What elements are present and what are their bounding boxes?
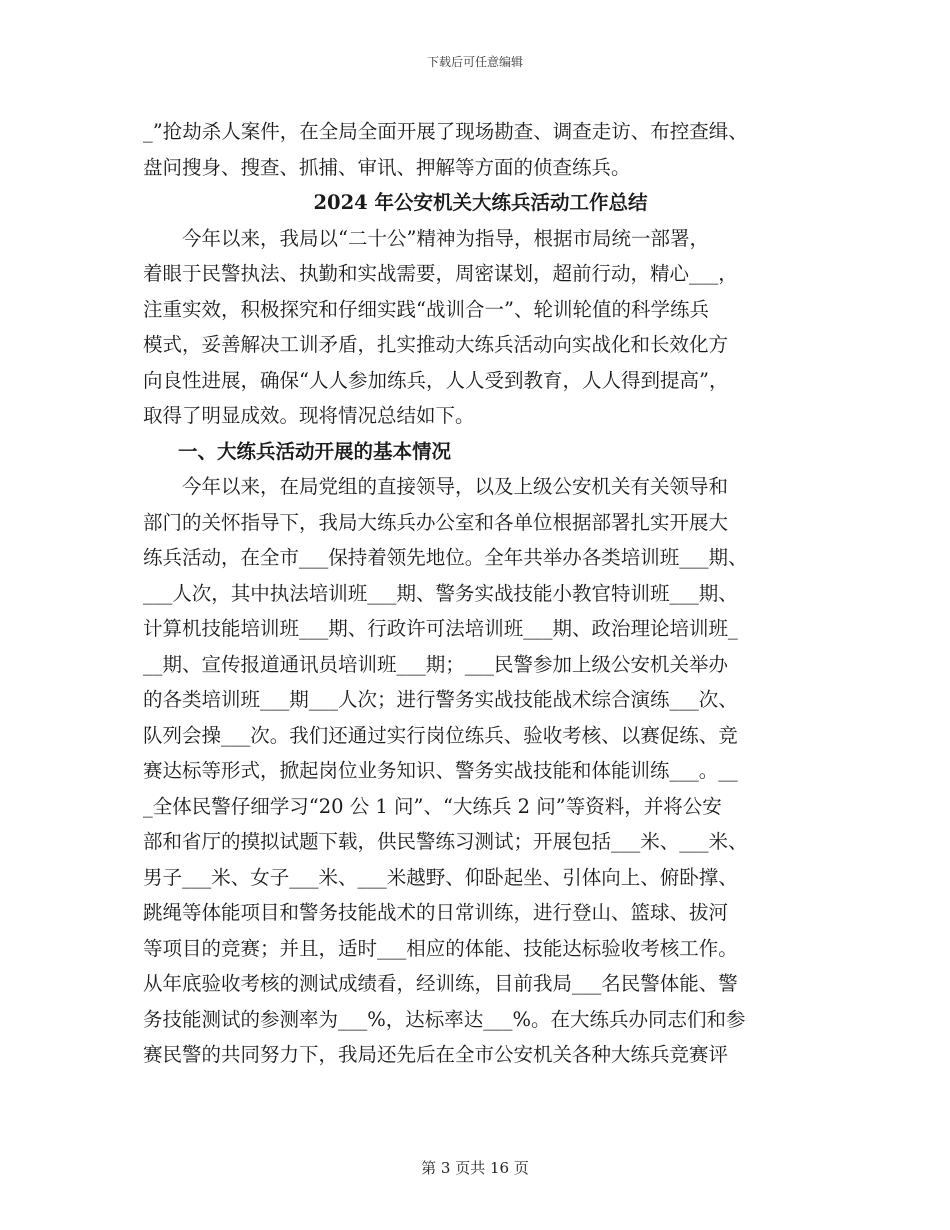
body-line: _”抢劫杀人案件，在全局全面开展了现场勘查、调查走访、布控查缉、	[143, 120, 748, 143]
body-line: 计算机技能培训班___期、行政许可法培训班___期、政治理论培训班_	[143, 617, 738, 640]
body-line: 向良性进展，确保“人人参加练兵，人人受到教育，人人得到提高”，	[143, 368, 729, 392]
body-line: 等项目的竞赛；并且，适时___相应的体能、技能达标验收考核工作。	[143, 936, 738, 960]
document-body	[143, 114, 818, 1073]
page-header: 下载后可任意编辑	[426, 55, 523, 69]
body-line: 男子___米、女子___米、___米越野、仰卧起坐、引体向上、俯卧撑、	[143, 865, 738, 889]
body-line: 赛达标等形式，掀起岗位业务知识、警务实战技能和体能训练___。__	[143, 759, 738, 782]
body-line: 赛民警的共同努力下，我局还先后在全市公安机关各种大练兵竞赛评	[143, 1043, 729, 1066]
page-footer: 第 3 页共 16 页	[421, 1159, 529, 1177]
body-line: _全体民警仔细学习“20 公 1 问”、“大练兵 2 问”等资料，并将公安	[143, 794, 722, 818]
body-line: 着眼于民警执法、执勤和实战需要，周密谋划，超前行动，精心___，	[143, 262, 738, 285]
body-line: 部门的关怀指导下，我局大练兵办公室和各单位根据部署扎实开展大	[143, 510, 729, 534]
body-line: 务技能测试的参测率为___%，达标率达___%。在大练兵办同志们和参	[143, 1007, 746, 1031]
body-line: 部和省厅的摸拟试题下载，供民警练习测试；开展包括___米、___米、	[143, 830, 748, 853]
body-line: 跳绳等体能项目和警务技能战术的日常训练，进行登山、篮球、拔河	[143, 901, 729, 924]
body-line: 取得了明显成效。现将情况总结如下。	[143, 404, 475, 427]
body-line: 队列会操___次。我们还通过实行岗位练兵、验收考核、以赛促练、竞	[143, 723, 738, 747]
body-line: 今年以来，我局以“二十公”精神为指导，根据市局统一部署，	[182, 226, 709, 250]
body-line: 练兵活动，在全市___保持着领先地位。全年共举办各类培训班___期、	[143, 546, 748, 569]
body-line: ___人次，其中执法培训班___期、警务实战技能小教官特训班___期、	[143, 581, 738, 605]
document-title: 2024 年公安机关大练兵活动工作总结	[313, 191, 648, 214]
body-line: __期、宣传报道通讯员培训班___期；___民警参加上级公安机关举办	[143, 652, 729, 676]
body-line: 注重实效，积极探究和仔细实践“战训合一”、轮训轮值的科学练兵	[143, 297, 709, 321]
body-line: 今年以来，在局党组的直接领导，以及上级公安机关有关领导和	[182, 475, 729, 498]
body-line: 从年底验收考核的测试成绩看，经训练，目前我局___名民警体能、警	[143, 972, 738, 995]
body-line: 盘问搜身、搜查、抓捕、审讯、押解等方面的侦查练兵。	[143, 155, 631, 179]
body-line: 的各类培训班___期___人次；进行警务实战技能战术综合演练___次、	[143, 688, 738, 711]
section-heading: 一、大练兵活动开展的基本情况	[178, 439, 452, 463]
body-line: 模式，妥善解决工训矛盾，扎实推动大练兵活动向实战化和长效化方	[143, 333, 729, 356]
